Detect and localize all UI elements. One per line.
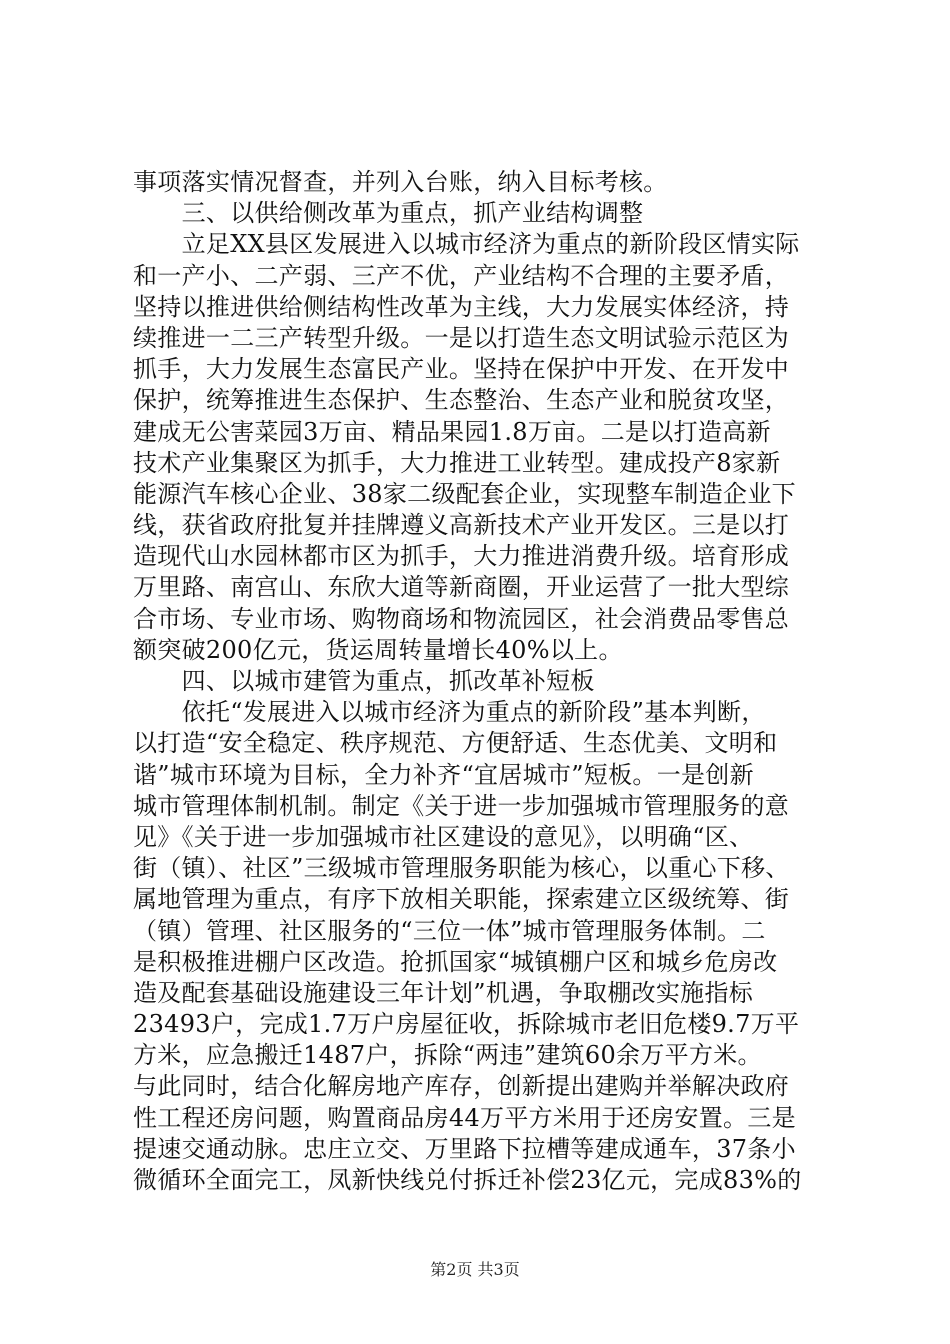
document-body [133, 167, 833, 1196]
text-line: 事项落实情况督查，并列入台账，纳入目标考核。 [133, 168, 668, 196]
text-line: 方米，应急搬迁1487户，拆除“两违”建筑60余万平方米。 [133, 1041, 762, 1070]
text-line: 与此同时，结合化解房地产库存，创新提出建购并举解决政府 [133, 1072, 790, 1101]
text-line: 依托“发展进入以城市经济为重点的新阶段”基本判断， [133, 698, 766, 727]
text-line: 城市管理体制机制。制定《关于进一步加强城市管理服务的意 [133, 791, 790, 820]
text-line: 和一产小、二产弱、三产不优，产业结构不合理的主要矛盾， [133, 261, 790, 290]
text-line: 线，获省政府批复并挂牌遵义高新技术产业开发区。三是以打 [133, 511, 790, 540]
text-line: 性工程还房问题，购置商品房44万平方米用于还房安置。三是 [133, 1103, 796, 1132]
text-line: 造现代山水园林都市区为抓手，大力推进消费升级。培育形成 [133, 542, 790, 571]
text-line: 万里路、南宫山、东欣大道等新商圈，开业运营了一批大型综 [133, 573, 790, 602]
text-line: 以打造“安全稳定、秩序规范、方便舒适、生态优美、文明和 [133, 729, 778, 758]
text-line: 见》《关于进一步加强城市社区建设的意见》，以明确“区、 [133, 822, 754, 851]
text-line: 能源汽车核心企业、38家二级配套企业，实现整车制造企业下 [133, 479, 796, 508]
text-line: （镇）管理、社区服务的“三位一体”城市管理服务体制。二 [133, 916, 766, 945]
text-line: 技术产业集聚区为抓手，大力推进工业转型。建成投产8家新 [133, 448, 781, 477]
text-line: 续推进一二三产转型升级。一是以打造生态文明试验示范区为 [133, 323, 790, 352]
text-line: 建成无公害菜园3万亩、精品果园1.8万亩。二是以打造高新 [133, 417, 771, 446]
text-line: 谐”城市环境为目标，全力补齐“宜居城市”短板。一是创新 [133, 760, 754, 789]
text-line: 属地管理为重点，有序下放相关职能，探索建立区级统筹、街 [133, 885, 790, 914]
text-line: 额突破200亿元，货运周转量增长40%以上。 [133, 635, 623, 664]
text-line: 保护，统筹推进生态保护、生态整治、生态产业和脱贫攻坚， [133, 386, 790, 415]
text-line: 微循环全面完工，凤新快线兑付拆迁补偿23亿元，完成83%的 [133, 1166, 802, 1194]
text-line: 是积极推进棚户区改造。抢抓国家“城镇棚户区和城乡危房改 [133, 947, 778, 976]
text-line: 三、以供给侧改革为重点，抓产业结构调整 [133, 199, 644, 228]
text-line: 23493户，完成1.7万户房屋征收，拆除城市老旧危楼9.7万平 [133, 1010, 800, 1039]
text-line: 立足XX县区发展进入以城市经济为重点的新阶段区情实际 [133, 230, 800, 259]
page-number: 第2页 共3页 [430, 1260, 520, 1279]
text-line: 造及配套基础设施建设三年计划”机遇，争取棚改实施指标 [133, 978, 754, 1007]
text-line: 四、以城市建管为重点，抓改革补短板 [133, 667, 595, 695]
text-line: 合市场、专业市场、购物商场和物流园区，社会消费品零售总 [133, 604, 790, 633]
text-line: 街（镇）、社区”三级城市管理服务职能为核心，以重心下移、 [133, 854, 790, 883]
text-line: 坚持以推进供给侧结构性改革为主线，大力发展实体经济，持 [133, 292, 790, 321]
text-line: 提速交通动脉。忠庄立交、万里路下拉槽等建成通车，37条小 [133, 1134, 796, 1163]
text-line: 抓手，大力发展生态富民产业。坚持在保护中开发、在开发中 [133, 355, 790, 384]
